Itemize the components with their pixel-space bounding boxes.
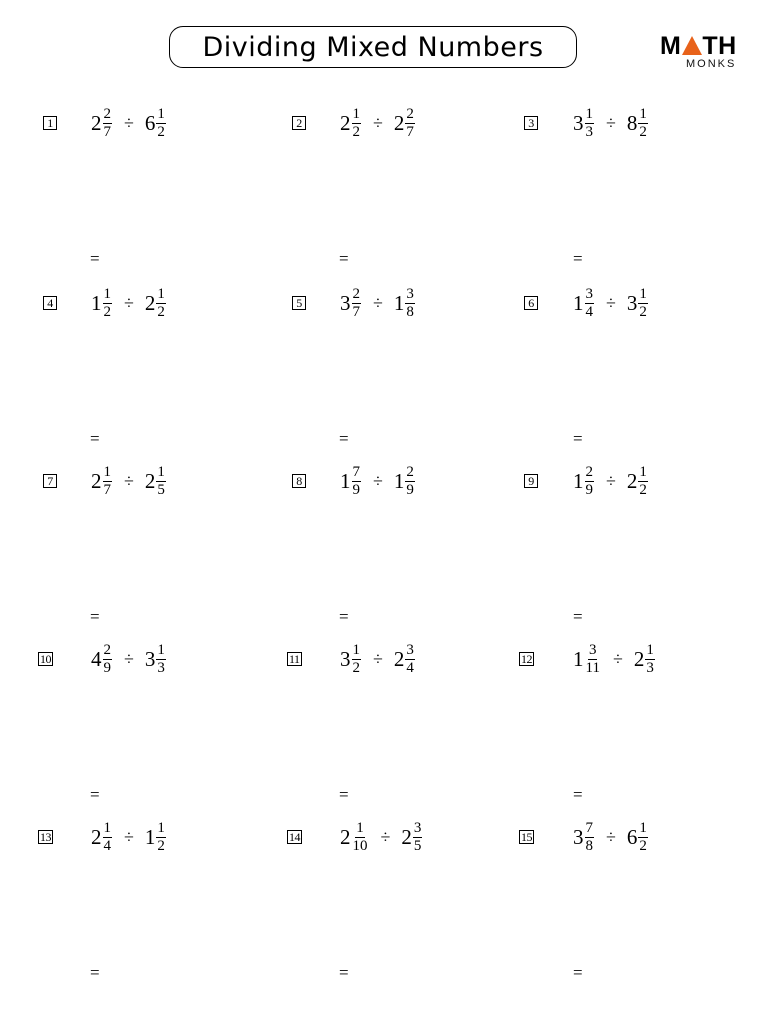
dividend-numerator: 1 <box>352 641 360 658</box>
division-expression <box>91 461 166 501</box>
divisor-numerator: 1 <box>639 105 647 122</box>
division-expression <box>91 283 166 323</box>
division-expression <box>91 817 166 857</box>
dividend-denominator: 2 <box>352 659 360 676</box>
dividend-mixed-number <box>91 287 112 320</box>
divisor-mixed-number <box>394 287 415 320</box>
problem-item <box>292 103 522 143</box>
division-operator: ÷ <box>606 826 616 847</box>
divisor-denominator: 2 <box>157 303 165 320</box>
dividend-whole: 2 <box>91 110 102 135</box>
divisor-whole: 2 <box>626 468 638 493</box>
problem-item <box>524 461 754 501</box>
dividend-denominator: 9 <box>103 659 111 676</box>
dividend-whole: 3 <box>573 110 584 135</box>
dividend-fraction <box>103 465 113 498</box>
divisor-whole: 1 <box>393 290 405 315</box>
dividend-whole: 1 <box>340 468 351 493</box>
dividend-mixed-number <box>340 107 361 140</box>
divisor-whole: 1 <box>144 824 156 849</box>
divisor-mixed-number <box>145 643 166 676</box>
divisor-whole: 3 <box>144 646 156 671</box>
answer-equals-sign: = <box>573 249 583 268</box>
divisor-mixed-number <box>627 107 648 140</box>
divisor-fraction <box>405 465 415 498</box>
dividend-denominator: 9 <box>585 481 593 498</box>
divisor-mixed-number <box>394 107 415 140</box>
problem-number: 5 <box>292 296 306 310</box>
dividend-numerator: 1 <box>352 105 360 122</box>
worksheet-title <box>169 26 577 68</box>
dividend-fraction <box>585 465 595 498</box>
divisor-mixed-number <box>145 821 166 854</box>
problem-number: 13 <box>40 830 51 844</box>
divisor-fraction <box>638 287 648 320</box>
divisor-fraction <box>156 465 166 498</box>
answer-equals-sign: = <box>573 607 583 626</box>
dividend-whole: 1 <box>91 290 102 315</box>
division-expression <box>91 639 166 679</box>
answer-equals-sign: = <box>90 607 100 626</box>
problem-item <box>43 103 273 143</box>
dividend-numerator: 1 <box>356 819 364 836</box>
dividend-fraction <box>103 107 113 140</box>
division-operator: ÷ <box>124 826 134 847</box>
divisor-fraction <box>156 107 166 140</box>
problem-number: 9 <box>524 474 538 488</box>
dividend-numerator: 1 <box>585 105 593 122</box>
division-operator: ÷ <box>373 470 383 491</box>
divisor-mixed-number <box>145 287 166 320</box>
divisor-fraction <box>156 287 166 320</box>
divisor-denominator: 2 <box>639 837 647 854</box>
problem-number: 3 <box>524 116 538 130</box>
dividend-whole: 3 <box>573 824 584 849</box>
divisor-fraction <box>413 821 423 854</box>
divisor-whole: 2 <box>393 110 405 135</box>
dividend-denominator: 8 <box>585 837 593 854</box>
math-monks-logo <box>660 33 746 73</box>
divisor-mixed-number <box>627 287 648 320</box>
dividend-whole: 3 <box>340 646 351 671</box>
divisor-fraction <box>405 643 415 676</box>
divisor-whole: 2 <box>633 646 645 671</box>
dividend-fraction <box>352 107 362 140</box>
divisor-fraction <box>405 107 415 140</box>
dividend-denominator: 7 <box>352 303 360 320</box>
divisor-denominator: 3 <box>157 659 165 676</box>
logo-text-left: M <box>660 32 682 60</box>
division-operator: ÷ <box>606 470 616 491</box>
divisor-denominator: 8 <box>406 303 414 320</box>
divisor-whole: 6 <box>144 110 156 135</box>
division-operator: ÷ <box>124 112 134 133</box>
division-expression <box>573 103 648 143</box>
division-expression <box>91 103 166 143</box>
problem-number: 8 <box>292 474 306 488</box>
divisor-whole: 1 <box>393 468 405 493</box>
divisor-denominator: 9 <box>406 481 414 498</box>
dividend-mixed-number <box>573 643 601 676</box>
dividend-mixed-number <box>573 465 594 498</box>
division-operator: ÷ <box>606 292 616 313</box>
dividend-denominator: 2 <box>103 303 111 320</box>
divisor-denominator: 2 <box>157 837 165 854</box>
divisor-whole: 2 <box>393 646 405 671</box>
problem-number: 14 <box>289 830 300 844</box>
divisor-fraction <box>645 643 655 676</box>
divisor-fraction <box>638 821 648 854</box>
dividend-mixed-number <box>573 821 594 854</box>
divisor-numerator: 1 <box>157 641 165 658</box>
dividend-whole: 2 <box>91 468 102 493</box>
dividend-fraction <box>585 643 601 676</box>
answer-equals-sign: = <box>573 785 583 804</box>
divisor-fraction <box>405 287 415 320</box>
dividend-whole: 1 <box>573 290 584 315</box>
division-expression <box>340 103 415 143</box>
dividend-fraction <box>585 107 595 140</box>
problem-item <box>40 639 273 679</box>
logo-subtext: MONKS <box>686 58 737 70</box>
divisor-whole: 2 <box>144 290 156 315</box>
division-expression <box>340 817 422 857</box>
divisor-whole: 3 <box>626 290 638 315</box>
dividend-numerator: 1 <box>103 285 111 302</box>
division-operator: ÷ <box>124 470 134 491</box>
problem-number: 11 <box>289 652 300 666</box>
logo-wordmark <box>660 33 737 59</box>
divisor-fraction <box>638 107 648 140</box>
problem-number: 15 <box>521 830 532 844</box>
dividend-denominator: 2 <box>352 123 360 140</box>
answer-equals-sign: = <box>90 785 100 804</box>
division-operator: ÷ <box>373 292 383 313</box>
divisor-numerator: 1 <box>157 819 165 836</box>
divisor-fraction <box>156 643 166 676</box>
problem-item <box>289 639 522 679</box>
division-expression <box>573 461 648 501</box>
dividend-mixed-number <box>91 465 112 498</box>
divisor-numerator: 1 <box>639 285 647 302</box>
worksheet-title-text: Dividing Mixed Numbers <box>202 31 544 63</box>
problem-number: 2 <box>292 116 306 130</box>
division-operator: ÷ <box>373 112 383 133</box>
divisor-mixed-number <box>634 643 655 676</box>
divisor-denominator: 2 <box>639 303 647 320</box>
dividend-numerator: 2 <box>585 463 593 480</box>
answer-equals-sign: = <box>90 963 100 982</box>
dividend-mixed-number <box>91 643 112 676</box>
problem-number: 12 <box>521 652 532 666</box>
problem-number: 4 <box>43 296 57 310</box>
dividend-fraction <box>352 821 369 854</box>
dividend-denominator: 10 <box>352 837 368 854</box>
dividend-mixed-number <box>573 107 594 140</box>
dividend-mixed-number <box>340 465 361 498</box>
dividend-denominator: 9 <box>352 481 360 498</box>
division-operator: ÷ <box>124 648 134 669</box>
dividend-whole: 1 <box>573 468 584 493</box>
divisor-numerator: 1 <box>639 463 647 480</box>
problem-item <box>43 461 273 501</box>
dividend-fraction <box>103 643 113 676</box>
problem-item <box>521 639 754 679</box>
answer-equals-sign: = <box>339 963 349 982</box>
dividend-denominator: 7 <box>103 123 111 140</box>
logo-triangle-icon <box>682 36 702 55</box>
answer-equals-sign: = <box>339 785 349 804</box>
problem-item <box>292 283 522 323</box>
divisor-numerator: 3 <box>406 285 414 302</box>
divisor-denominator: 5 <box>413 837 422 854</box>
dividend-mixed-number <box>573 287 594 320</box>
divisor-mixed-number <box>627 465 648 498</box>
dividend-whole: 4 <box>91 646 102 671</box>
divisor-denominator: 4 <box>406 659 414 676</box>
divisor-numerator: 1 <box>157 463 165 480</box>
logo-text-right: TH <box>702 32 737 60</box>
dividend-numerator: 7 <box>585 819 593 836</box>
problem-item <box>521 817 754 857</box>
dividend-mixed-number <box>340 643 361 676</box>
division-expression <box>340 461 415 501</box>
divisor-numerator: 1 <box>639 819 647 836</box>
dividend-mixed-number <box>340 821 369 854</box>
dividend-fraction <box>352 643 362 676</box>
dividend-mixed-number <box>91 821 112 854</box>
problem-item <box>524 103 754 143</box>
division-expression <box>573 283 648 323</box>
division-expression <box>573 639 655 679</box>
dividend-fraction <box>103 821 113 854</box>
division-expression <box>340 639 415 679</box>
divisor-whole: 2 <box>401 824 412 849</box>
divisor-denominator: 2 <box>639 123 647 140</box>
problem-number: 1 <box>43 116 57 130</box>
division-operator: ÷ <box>612 648 623 669</box>
divisor-mixed-number <box>145 465 166 498</box>
divisor-mixed-number <box>627 821 648 854</box>
answer-equals-sign: = <box>339 429 349 448</box>
division-operator: ÷ <box>606 112 616 133</box>
dividend-whole: 3 <box>340 290 351 315</box>
division-operator: ÷ <box>124 292 134 313</box>
dividend-numerator: 7 <box>352 463 360 480</box>
dividend-fraction <box>352 287 362 320</box>
divisor-fraction <box>156 821 166 854</box>
divisor-mixed-number <box>401 821 422 854</box>
answer-equals-sign: = <box>573 429 583 448</box>
division-expression <box>340 283 415 323</box>
dividend-whole: 2 <box>340 110 351 135</box>
divisor-numerator: 1 <box>646 641 654 658</box>
problem-number: 6 <box>524 296 538 310</box>
divisor-denominator: 3 <box>646 659 654 676</box>
dividend-whole: 2 <box>91 824 102 849</box>
answer-equals-sign: = <box>339 607 349 626</box>
dividend-denominator: 4 <box>585 303 593 320</box>
dividend-numerator: 1 <box>103 463 111 480</box>
dividend-numerator: 3 <box>588 641 597 658</box>
divisor-numerator: 3 <box>406 641 414 658</box>
divisor-numerator: 1 <box>157 105 165 122</box>
divisor-mixed-number <box>394 465 415 498</box>
divisor-whole: 8 <box>626 110 638 135</box>
divisor-numerator: 2 <box>406 105 414 122</box>
divisor-mixed-number <box>394 643 415 676</box>
dividend-numerator: 3 <box>585 285 593 302</box>
divisor-denominator: 2 <box>639 481 647 498</box>
divisor-denominator: 7 <box>406 123 414 140</box>
dividend-denominator: 11 <box>585 659 600 676</box>
problem-item <box>524 283 754 323</box>
divisor-fraction <box>638 465 648 498</box>
dividend-whole: 1 <box>573 646 584 671</box>
dividend-mixed-number <box>91 107 112 140</box>
answer-equals-sign: = <box>90 249 100 268</box>
dividend-numerator: 2 <box>103 641 111 658</box>
problem-item <box>289 817 522 857</box>
answer-equals-sign: = <box>339 249 349 268</box>
dividend-denominator: 3 <box>585 123 593 140</box>
answer-equals-sign: = <box>573 963 583 982</box>
dividend-fraction <box>585 287 595 320</box>
division-operator: ÷ <box>380 826 391 847</box>
divisor-numerator: 2 <box>406 463 414 480</box>
dividend-fraction <box>585 821 595 854</box>
dividend-fraction <box>352 465 362 498</box>
division-expression <box>573 817 648 857</box>
problem-item <box>40 817 273 857</box>
dividend-denominator: 7 <box>103 481 111 498</box>
divisor-numerator: 1 <box>157 285 165 302</box>
divisor-numerator: 3 <box>413 819 422 836</box>
answer-equals-sign: = <box>90 429 100 448</box>
divisor-mixed-number <box>145 107 166 140</box>
division-operator: ÷ <box>373 648 383 669</box>
dividend-numerator: 2 <box>352 285 360 302</box>
problem-number: 7 <box>43 474 57 488</box>
dividend-whole: 2 <box>340 824 351 849</box>
dividend-mixed-number <box>340 287 361 320</box>
dividend-fraction <box>103 287 113 320</box>
dividend-numerator: 1 <box>103 819 111 836</box>
problem-item <box>292 461 522 501</box>
divisor-denominator: 2 <box>157 123 165 140</box>
dividend-numerator: 2 <box>103 105 111 122</box>
problem-number: 10 <box>40 652 51 666</box>
problem-item <box>43 283 273 323</box>
divisor-denominator: 5 <box>157 481 165 498</box>
divisor-whole: 2 <box>144 468 156 493</box>
divisor-whole: 6 <box>626 824 638 849</box>
dividend-denominator: 4 <box>103 837 111 854</box>
